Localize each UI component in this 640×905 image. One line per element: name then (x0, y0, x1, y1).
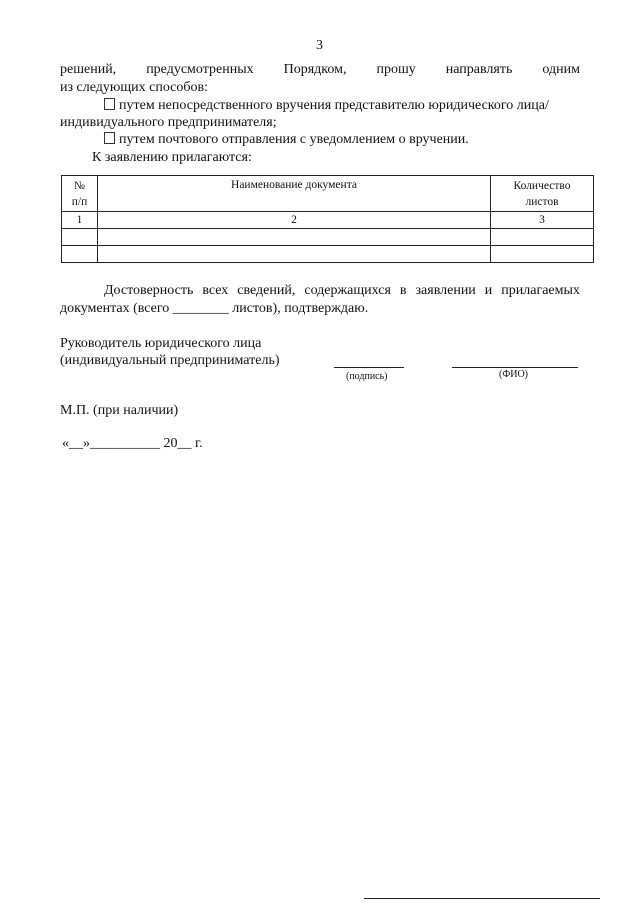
full-name-line[interactable] (452, 367, 578, 368)
option-label: путем непосредственного вручения представителю юридического лица/ (119, 98, 549, 113)
header-text: Количество (513, 179, 571, 192)
intro-line-2: из следующих способов: (60, 80, 208, 95)
page-number: 3 (316, 38, 323, 53)
footer-rule (364, 898, 600, 899)
certification-line-1 (104, 283, 580, 299)
table-row (62, 246, 594, 263)
table-cell: 2 (98, 212, 491, 229)
intro-word: предусмотренных (146, 62, 254, 77)
table-cell[interactable] (62, 246, 98, 263)
certify-word: заявлении (415, 283, 476, 298)
header-text: № (74, 179, 85, 192)
table-cell[interactable] (62, 229, 98, 246)
seal-placeholder: М.П. (при наличии) (60, 403, 179, 418)
signer-title-line-2: (индивидуальный предприниматель) (60, 353, 280, 368)
certify-word: сведений, (237, 283, 296, 298)
table-cell[interactable] (98, 229, 491, 246)
col-number-header (62, 176, 98, 212)
certify-word: прилагаемых (501, 283, 580, 298)
header-text: Наименование документа (231, 179, 357, 191)
intro-line-1 (60, 62, 580, 78)
certify-word: в (399, 283, 407, 298)
col-document-name-header (98, 176, 491, 212)
attachments-label: К заявлению прилагаются: (92, 150, 252, 165)
signature-caption: (подпись) (346, 371, 388, 382)
table-cell[interactable] (98, 246, 491, 263)
certify-word: и (484, 283, 493, 298)
table-index-row (62, 212, 594, 229)
header-text: п/п (71, 195, 88, 208)
option-delivery-in-person (104, 98, 549, 114)
header-text: листов (525, 195, 559, 208)
signer-title-line-1: Руководитель юридического лица (60, 336, 262, 351)
table-cell[interactable] (491, 229, 594, 246)
table-cell: 1 (62, 212, 98, 229)
col-sheet-count-header (491, 176, 594, 212)
date-line: «__»__________ 20__ г. (62, 436, 203, 451)
certify-word: Достоверность (104, 283, 194, 298)
certify-word: содержащихся (304, 283, 391, 298)
attachments-table (61, 175, 594, 263)
table-row (62, 229, 594, 246)
table-header-row (62, 176, 594, 212)
option-delivery-in-person-cont: индивидуального предпринимателя; (60, 115, 277, 130)
checkbox-icon[interactable] (104, 132, 115, 144)
table-cell[interactable] (491, 246, 594, 263)
intro-word: одним (542, 62, 580, 77)
full-name-caption: (ФИО) (499, 369, 529, 380)
certification-line-2: документах (всего ________ листов), подтверждаю. (60, 301, 369, 316)
option-delivery-by-post (104, 132, 469, 148)
checkbox-icon[interactable] (104, 98, 115, 110)
intro-word: решений, (60, 62, 117, 77)
intro-word: прошу (376, 62, 416, 77)
option-label: путем почтового отправления с уведомлением о вручении. (119, 132, 469, 147)
table-cell: 3 (491, 212, 594, 229)
certify-word: всех (202, 283, 229, 298)
intro-word: Порядком, (283, 62, 347, 77)
signature-line[interactable] (334, 367, 404, 368)
intro-word: направлять (445, 62, 513, 77)
